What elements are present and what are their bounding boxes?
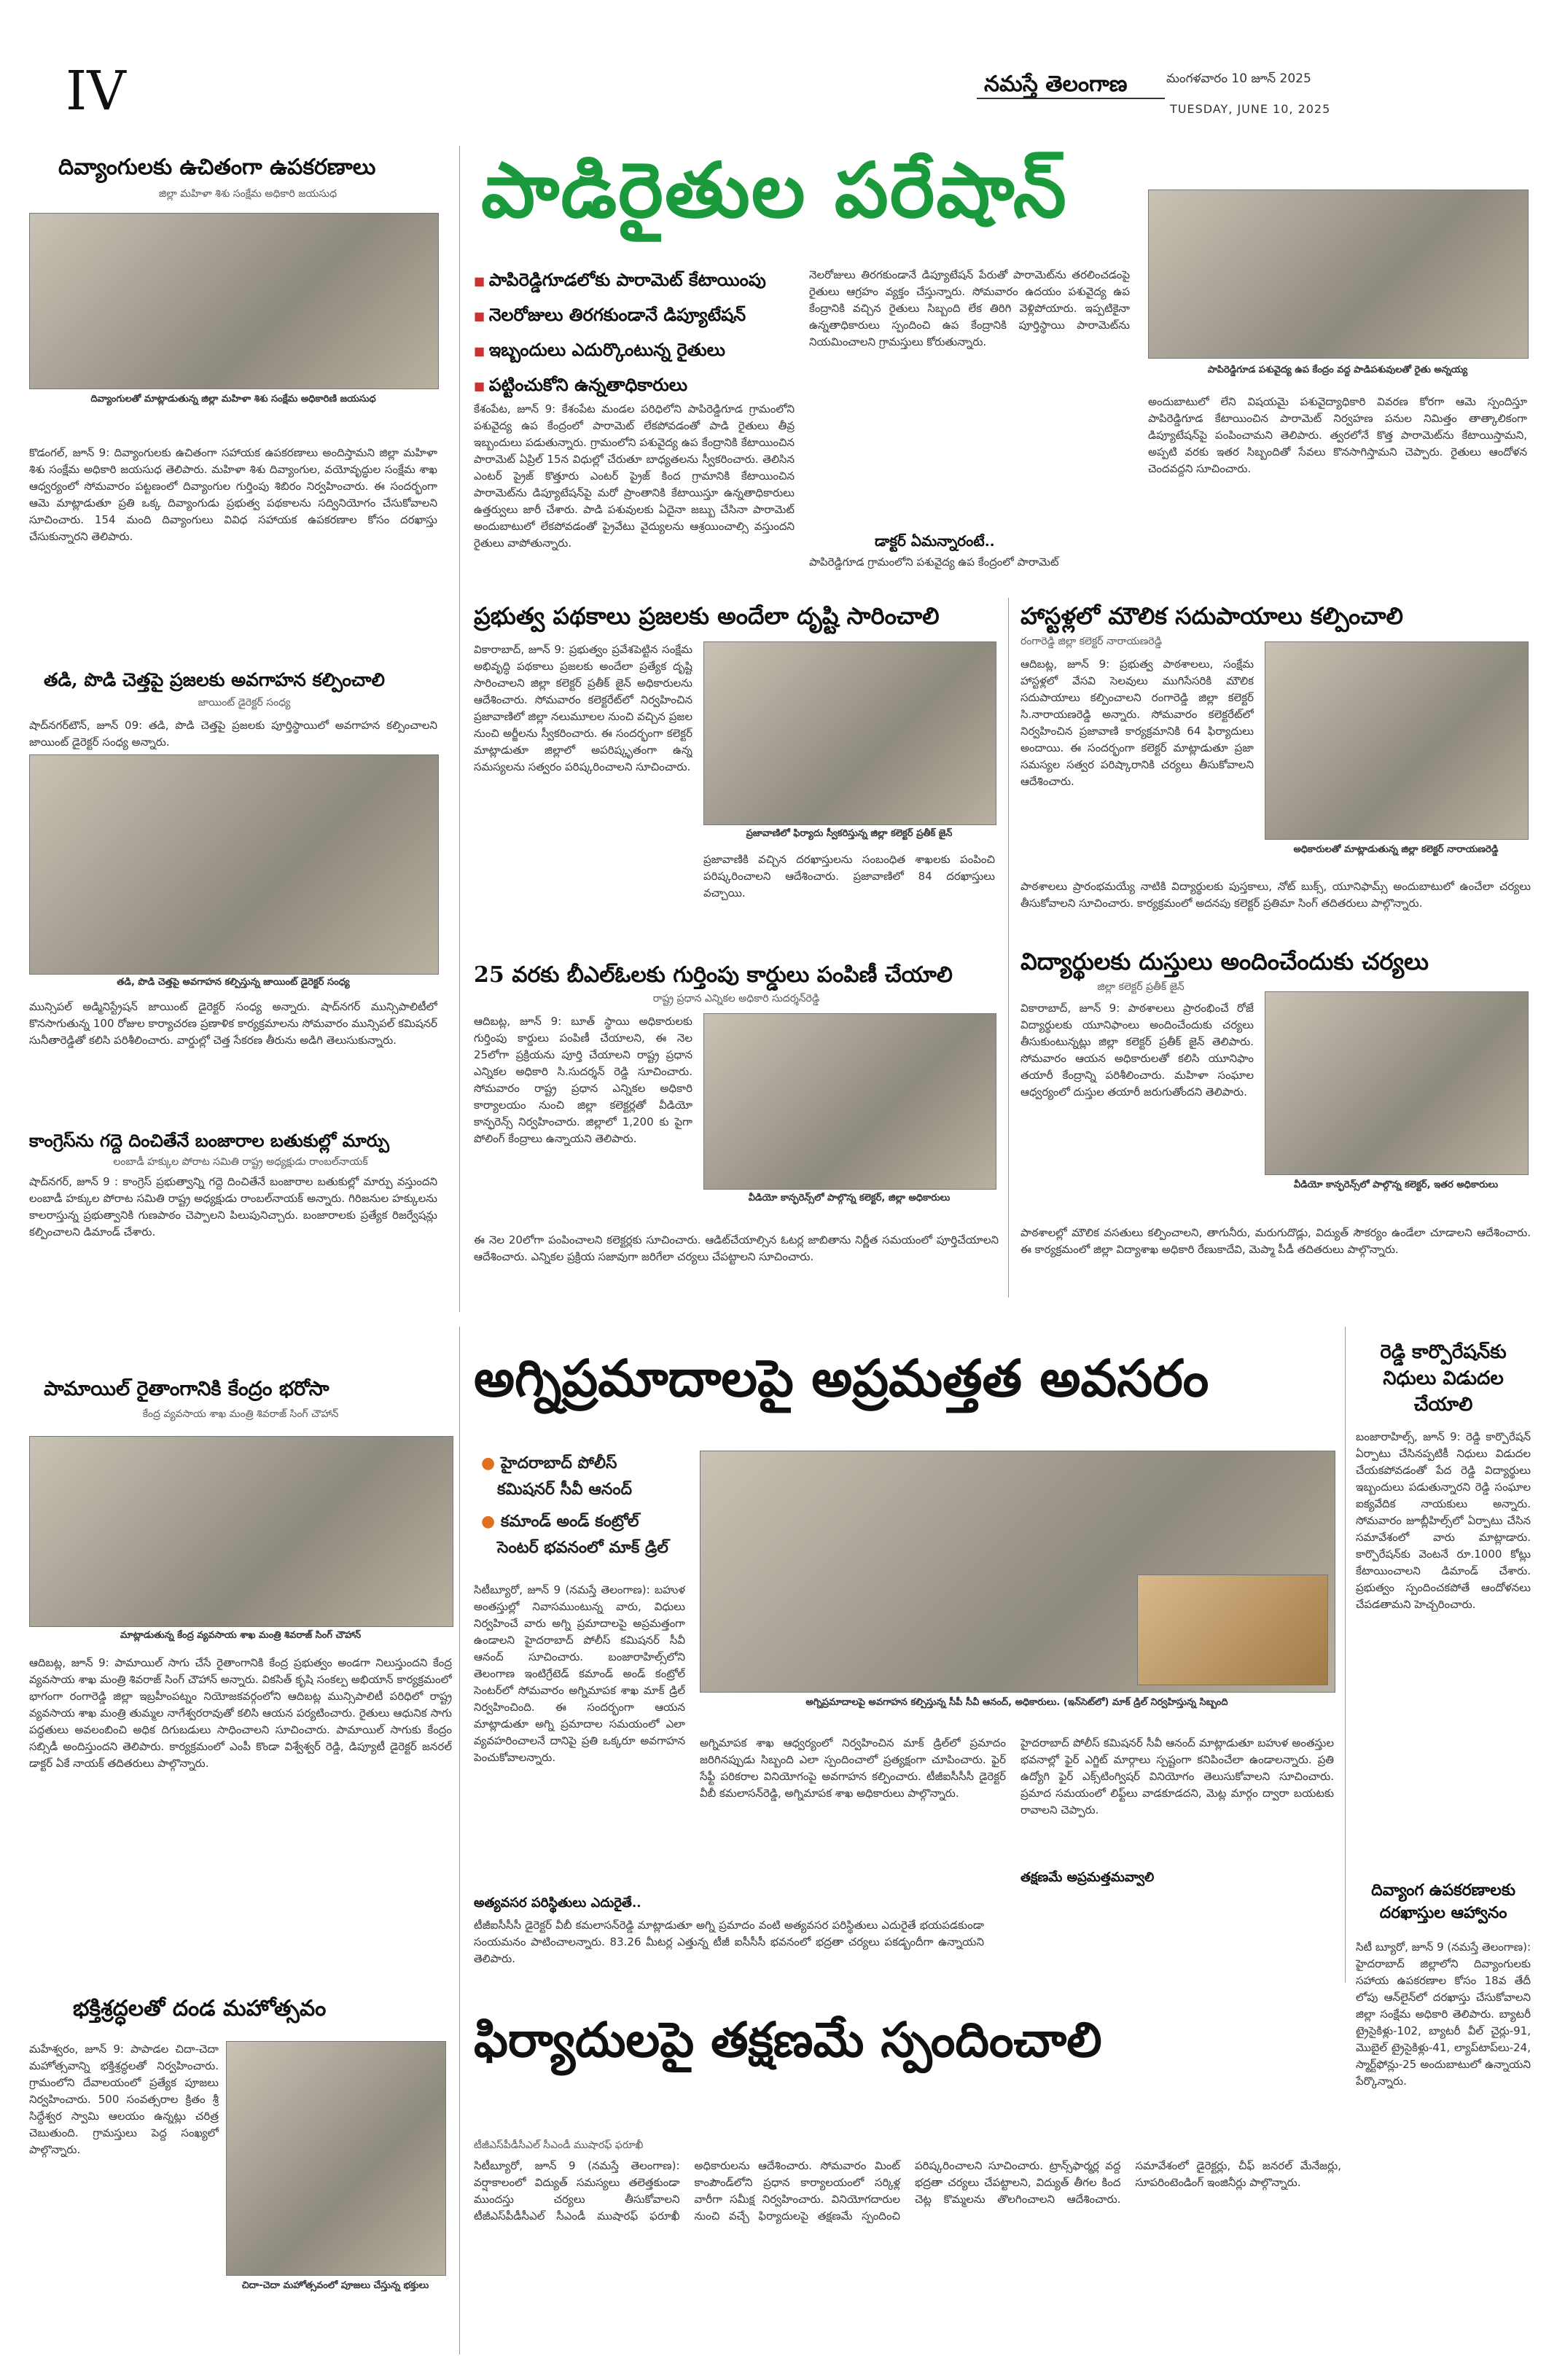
brand-logo: నమస్తే తెలంగాణ [984,71,1128,97]
lead-body-3: పాపిరెడ్డిగూడ గ్రామంలోని పశువైద్య ఉప కేంద్రంలో పారామెట్ [809,555,1059,569]
fire-quote-1: ● హైదరాబాద్ పోలీస్ కమిషనర్ సీవీ ఆనంద్ [481,1451,700,1503]
fire-quote-1a: హైదరాబాద్ పోలీస్ [500,1454,617,1472]
fire-subhead-2: తక్షణమే అప్రమత్తమవ్వాలి [1021,1870,1155,1885]
left-story5-caption: చిదా-చెదా మహోత్సవంలో పూజలు చేస్తున్న భక్తులు [241,2280,429,2291]
page-number: IV [66,60,126,122]
lead-photo-caption: పాపిరెడ్డిగూడ పశువైద్య ఉప కేంద్రం వద్ద పాడిపశువులతో రైతు అన్నయ్య [1207,364,1468,375]
masthead-rule [977,98,1165,99]
fire-quote-2: ● కమాండ్ అండ్ కంట్రోల్ సెంటర్ భవనంలో మాక్ డ్రిల్ [481,1509,700,1561]
reddy-headline: రెడ్డి కార్పొరేషన్‌కు నిధులు విడుదల చేయాలి [1380,1341,1507,1416]
left-story4-headline: పామాయిల్ రైతాంగానికి కేంద్రం భరోసా [44,1378,329,1400]
blo-body: ఆదిబట్ల, జూన్ 9: బూత్ స్థాయి అధికారులకు గుర్తింపు కార్డులు పంపిణీ చేయాలని, ఈ నెల 25లోగా ప్రక్రియను పూర్తి చేయాలని రాష్ట్ర ప్రధాన ఎన్నికల అధికారి సి.సుదర్శన్ రెడ్డి సూచించారు. సోమవారం రాష్ట్ర ప్రధాన ఎన్నికల అధికారి కార్యాలయం నుంచి జిల్లా కలెక్టర్లతో వీడియో కాన్ఫరెన్స్ నిర్వహించారు. జిల్లాలో 1,200 కు పైగా పోలింగ్ కేంద్రాలు ఉన్నాయని తెలిపారు. [474,1015,692,1145]
uniforms-photo [1265,991,1529,1175]
uniforms-subhead: జిల్లా కలెక్టర్ ప్రతీక్ జైన్ [1097,981,1185,993]
schemes-body: వికారాబాద్, జూన్ 9: ప్రభుత్వం ప్రవేశపెట్టిన సంక్షేమ అభివృద్ధి పథకాలు ప్రజలకు అందేలా ప్రత్యేక దృష్టి సారించాలని జిల్లా కలెక్టర్ ప్రతీక్ జైన్ అధికారులను ఆదేశించారు. సోమవారం కలెక్టరేట్‌లో నిర్వహించిన ప్రజావాణిలో జిల్లా నలుమూలల నుంచి వచ్చిన ప్రజల నుంచి అర్జీలను స్వీకరించారు. ఈ సందర్భంగా కలెక్టర్ మాట్లాడుతూ జిల్లాలో అపరిష్కృతంగా ఉన్న సమస్యలను సత్వరం పరిష్కరించాలని సూచించారు. [474,643,692,773]
fire-headline: అగ్నిప్రమాదాలపై అప్రమత్తత అవసరం [474,1349,1209,1408]
fire-body: సిటీబ్యూరో, జూన్ 9 (నమస్తే తెలంగాణ): బహుళ అంతస్తుల్లో నివాసముంటున్న వారు, విధులు నిర్వహించే వారు అగ్ని ప్రమాదాలపై అప్రమత్తంగా ఉండాలని హైదరాబాద్ పోలీస్ కమిషనర్ సీవీ ఆనంద్ సూచించారు. బంజారాహిల్స్‌లోని తెలంగాణ ఇంటిగ్రేటెడ్ కమాండ్ అండ్ కంట్రోల్ సెంటర్‌లో సోమవారం అగ్నిమాపక శాఖ మాక్ డ్రిల్ నిర్వహించింది. ఈ సందర్భంగా ఆయన మాట్లాడుతూ అగ్ని ప్రమాదాల సమయంలో ఎలా వ్యవహరించాలనే దానిపై ప్రతి ఒక్కరూ అవగాహన పెంచుకోవాలన్నారు. [474,1583,685,1764]
left-story3-body: షాద్‌నగర్, జూన్ 9 : కాంగ్రెస్ ప్రభుత్వాన్ని గద్దె దించితేనే బంజారాల బతుకుల్లో మార్పు వస్తుందని లంబాడీ హక్కుల పోరాట సమితి రాష్ట్ర అధ్యక్షుడు రాంబల్‌నాయక్ అన్నారు. గిరిజనుల హక్కులను కాలరాస్తున్న ప్రభుత్వానికి గుణపాఠం చెప్పాలని పిలుపునిచ్చారు. బంజారాలకు ప్రత్యేక రిజర్వేషన్లు కల్పించాలని డిమాండ్ చేశారు. [29,1175,437,1238]
hostels-headline: హాస్టళ్లలో మౌలిక సదుపాయాలు కల్పించాలి [1021,602,1403,630]
column-rule [459,146,460,1312]
fire-subhead: అత్యవసర పరిస్థితులు ఎదురైతే.. [474,1895,641,1911]
hostels-body: ఆదిబట్ల, జూన్ 9: ప్రభుత్వ పాఠశాలలు, సంక్షేమ హాస్టళ్లలో వేసవి సెలవులు ముగిసేసరికి మౌలిక సదుపాయాలు కల్పించాలని రంగారెడ్డి జిల్లా కలెక్టర్ సి.నారాయణరెడ్డి అన్నారు. సోమవారం కలెక్టరేట్‌లో నిర్వహించిన ప్రజావాణి కార్యక్రమానికి 64 ఫిర్యాదులు అందాయి. ఈ సందర్భంగా కలెక్టర్ మాట్లాడుతూ ప్రజా సమస్యల సత్వర పరిష్కారానికి చర్యలు తీసుకోవాలని ఆదేశించారు. [1021,658,1254,788]
left-story1-headline: దివ్యాంగులకు ఉచితంగా ఉపకరణాలు [58,155,376,180]
hostels-subhead: రంగారెడ్డి జిల్లా కలెక్టర్ నారాయణరెడ్డి [1021,636,1162,647]
lead-body-2: నెలరోజులు తిరగకుండానే డిప్యూటేషన్ పేరుతో పారామెట్‌ను తరలించడంపై రైతులు ఆగ్రహం వ్యక్తం చేస్తున్నారు. సోమవారం ఉదయం పశువైద్య ఉప కేంద్రానికి వచ్చిన రైతులు సిబ్బంది లేక తిరిగి వెళ్లిపోయారు. ఇప్పటికైనా ఉన్నతాధికారులు స్పందించి ఉప కేంద్రానికి పూర్తిస్థాయి పారామెట్‌ను నియమించాలని గ్రామస్తులు కోరుతున్నారు. [809,268,1130,348]
fire-quote-2a: కమాండ్ అండ్ కంట్రోల్ [500,1513,639,1531]
left-story3-headline: కాంగ్రెస్‌ను గద్దె దించితేనే బంజారాల బతుకుల్లో మార్పు [29,1130,390,1151]
fire-quote-1b: కమిషనర్ సీవీ ఆనంద్ [497,1480,633,1499]
blo-body-2: ఈ నెల 20లోగా పంపించాలని కలెక్టర్లకు సూచించారు. ఆడిట్‌చేయాల్సిన ఓటర్ల జాబితాను నిర్ణీత సమయంలో పూర్తిచేయాలని ఆదేశించారు. ఎన్నికల ప్రక్రియ సజావుగా జరిగేలా చర్యలు చేపట్టాలని సూచించారు. [474,1233,999,1263]
lead-bullets [474,270,802,399]
left-story2-body: షాద్‌నగర్‌టౌన్, జూన్ 09: తడి, పొడి చెత్తపై ప్రజలకు పూర్తిస్థాయిలో అవగాహన కల్పించాలని జాయింట్ డైరెక్టర్ సంధ్య అన్నారు. [29,719,437,749]
schemes-caption: ప్రజావాణిలో ఫిర్యాదు స్వీకరిస్తున్న జిల్లా కలెక్టర్ ప్రతీక్ జైన్ [746,828,953,839]
blo-subhead: రాష్ట్ర ప్రధాన ఎన్నికల అధికారి సుదర్శన్‌రెడ్డి [652,993,820,1004]
left-story2-body-2: మున్సిపల్ అడ్మినిస్ట్రేషన్ జాయింట్ డైరెక్టర్ సంధ్య అన్నారు. షాద్‌నగర్ మున్సిపాలిటీలో కొనసాగుతున్న 100 రోజుల కార్యాచరణ ప్రణాళిక కార్యక్రమాలను సోమవారం మున్సిపల్ కమిషనర్ సునీతారెడ్డితో కలిసి పరిశీలించారు. వార్డుల్లో చెత్త సేకరణ తీరును అడిగి తెలుసుకున్నారు. [29,1000,437,1047]
complaints-subhead: టీజీఎస్‌పీడీసీఎల్ సీఎండీ ముషారఫ్ ఫరూఖీ [474,2139,644,2151]
schemes-body-2: ప్రజావాణికి వచ్చిన దరఖాస్తులను సంబంధిత శాఖలకు పంపించి పరిష్కరించాలని ఆదేశించారు. ప్రజావాణిలో 84 దరఖాస్తులు వచ్చాయి. [703,853,995,900]
date-telugu: మంగళవారం 10 జూన్ 2025 [1166,71,1311,86]
left-story5-photo [226,2041,446,2276]
hostels-body-2: పాఠశాలలు ప్రారంభమయ్యే నాటికి విద్యార్థులకు పుస్తకాలు, నోట్ బుక్స్, యూనిఫామ్స్ అందుబాటులో ఉంచేలా చర్యలు తీసుకోవాలని సూచించారు. కార్యక్రమంలో అదనపు కలెక్టర్ ప్రతిమా సింగ్ తదితరులు పాల్గొన్నారు. [1021,880,1531,910]
lead-bullet: ■ పట్టించుకోని ఉన్నతాధికారులు [474,375,802,399]
lead-body-1: కేశంపేట, జూన్ 9: కేశంపేట మండల పరిధిలోని పాపిరెడ్డిగూడ గ్రామంలోని పశువైద్య ఉప కేంద్రంలో పారామెట్ లేకపోవడంతో పాడి రైతులు తీవ్ర ఇబ్బందులు పడుతున్నారు. గ్రామంలోని పశువైద్య ఉప కేంద్రానికి కేటాయించిన పారామెట్ ఏప్రిల్ 15న విధుల్లో చేరుతూ బాధ్యతలను స్వీకరించారు. తెలిసిన ఎంటర్ ప్రైజ్ కొత్తూరు ఎంటర్ ప్రైజ్ కింద గ్రామానికి కేటాయించిన పారామెట్‌ను డిప్యూటేషన్‌పై మరో ప్రాంతానికి కేటాయిస్తూ ఉన్నతాధికారులు ఉత్తర్వులు జారీ చేశారు. పాడి పశువులకు ఏదైనా జబ్బు చేసినా పారామెట్ అందుబాటులో లేకపోవడంతో ప్రైవేటు వైద్యులను ఆశ్రయించాల్సి వస్తుందని రైతులు వాపోతున్నారు. [474,402,795,550]
uniforms-body-2: పాఠశాలల్లో మౌలిక వసతులు కల్పించాలని, తాగునీరు, మరుగుదొడ్లు, విద్యుత్ సౌకర్యం ఉండేలా చూడాలని ఆదేశించారు. ఈ కార్యక్రమంలో జిల్లా విద్యాశాఖ అధికారి రేణుకాదేవి, మెప్మా పీడీ తదితరులు పాల్గొన్నారు. [1021,1226,1531,1256]
uniforms-caption: వీడియో కాన్ఫరెన్స్‌లో పాల్గొన్న కలెక్టర్, ఇతర అధికారులు [1293,1179,1499,1190]
left-story1-caption: దివ్యాంగులతో మాట్లాడుతున్న జిల్లా మహిళా శిశు సంక్షేమ అధికారిణి జయసుధ [90,394,376,405]
schemes-photo [703,641,996,825]
uniforms-headline: విద్యార్థులకు దుస్తులు అందించేందుకు చర్యలు [1021,948,1429,975]
left-story2-headline: తడి, పొడి చెత్తపై ప్రజలకు అవగాహన కల్పించాలి [44,669,385,690]
left-story2-photo [29,754,439,975]
left-story4-subhead: కేంద్ర వ్యవసాయ శాఖ మంత్రి శివరాజ్ సింగ్ చౌహాన్ [142,1408,339,1420]
lead-doctor-byline: డాక్టర్ ఏమన్నారంటే.. [875,532,995,550]
left-story2-caption: తడి, పొడి చెత్తపై అవగాహన కల్పిస్తున్న జాయింట్ డైరెక్టర్ సంధ్య [117,977,350,988]
left-story4-photo [29,1436,453,1627]
left-story4-caption: మాట్లాడుతున్న కేంద్ర వ్యవసాయ శాఖ మంత్రి శివరాజ్ సింగ్ చౌహాన్ [120,1630,362,1641]
fire-quote-2b: సెంటర్ భవనంలో మాక్ డ్రిల్ [497,1539,668,1557]
fire-body-4: హైదరాబాద్ పోలీస్ కమిషనర్ సీవీ ఆనంద్ మాట్లాడుతూ బహుళ అంతస్తుల భవనాల్లో ఫైర్ ఎగ్జిట్ మార్గాలు స్పష్టంగా కనిపించేలా ఉండాలన్నారు. ప్రతి ఉద్యోగి ఫైర్ ఎక్స్‌టింగ్విషర్ వినియోగం తెలుసుకోవాలని సూచించారు. ప్రమాద సమయంలో లిఫ్ట్‌లు వాడకూడదని, మెట్ల మార్గం ద్వారా బయటకు రావాలని చెప్పారు. [1021,1736,1334,1817]
left-story5-body: మహేశ్వరం, జూన్ 9: పాపాడల చిదా-చెదా మహోత్సవాన్ని భక్తిశ్రద్ధలతో నిర్వహించారు. గ్రామంలోని దేవాలయంలో ప్రత్యేక పూజలు నిర్వహించారు. 500 సంవత్సరాల క్రితం శ్రీ సిద్ధేశ్వర స్వామి ఆలయం ఉన్నట్లు చరిత్ర చెబుతుంది. గ్రామస్తులు పెద్ద సంఖ్యలో పాల్గొన్నారు. [29,2042,219,2156]
disabled-body: సిటీ బ్యూరో, జూన్ 9 (నమస్తే తెలంగాణ): హైదరాబాద్ జిల్లాలోని దివ్యాంగులకు సహాయ ఉపకరణాల కోసం 18వ తేదీ లోపు ఆన్‌లైన్‌లో దరఖాస్తు చేసుకోవాలని జిల్లా సంక్షేమ అధికారి తెలిపారు. బ్యాటరీ ట్రైసైకిళ్లు-102, బ్యాటరీ వీల్ చైర్లు-91, మొబైల్ ట్రైసైకిళ్లు-41, ల్యాప్‌టాప్‌లు-24, స్మార్ట్‌ఫోన్లు-25 అందుబాటులో ఉన్నాయని పేర్కొన్నారు. [1356,1940,1531,2088]
complaints-headline: ఫిర్యాదులపై తక్షణమే స్పందించాలి [474,2012,1102,2068]
lead-headline: పాడిరైతుల పరేషాన్ [481,146,1068,235]
blo-caption: వీడియో కాన్ఫరెన్స్‌లో పాల్గొన్న కలెక్టర్, జిల్లా అధికారులు [748,1193,951,1203]
disabled-headline: దివ్యాంగ ఉపకరణాలకు దరఖాస్తుల ఆహ్వానం [1371,1881,1515,1922]
lead-photo [1148,190,1529,359]
column-rule [1345,1327,1346,1983]
blo-headline: 25 వరకు బీఎల్‌ఓలకు గుర్తింపు కార్డులు పంపిణీ చేయాలి [474,962,953,988]
schemes-headline: ప్రభుత్వ పథకాలు ప్రజలకు అందేలా దృష్టి సారించాలి [474,602,940,630]
date-english: TUESDAY, JUNE 10, 2025 [1170,102,1331,116]
lead-body-4: అందుబాటులో లేని విషయమై పశువైద్యాధికారి వివరణ కోరగా ఆమె స్పందిస్తూ పాపిరెడ్డిగూడ కేటాయించిన పారామెట్ నిర్వహణ పనుల నిమిత్తం తాత్కాలికంగా డిప్యూటేషన్‌పై పంపించామని తెలిపారు. త్వరలోనే కొత్త పారామెట్‌ను కేటాయిస్తామని, అప్పటి వరకు ఇతర సిబ్బందితో సేవలు కొనసాగిస్తామని చెప్పారు. రైతులు ఆందోళన చెందవద్దని సూచించారు. [1148,395,1527,475]
hostels-photo [1265,641,1529,840]
hostels-caption: అధికారులతో మాట్లాడుతున్న జిల్లా కలెక్టర్ నారాయణరెడ్డి [1293,844,1499,855]
left-story1-body: కొడంగల్, జూన్ 9: దివ్యాంగులకు ఉచితంగా సహాయక ఉపకరణాలు అందిస్తామని జిల్లా మహిళా శిశు సంక్షేమ అధికారి జయసుధ తెలిపారు. మహిళా శిశు దివ్యాంగుల, వయోవృద్ధుల సంక్షేమ శాఖ ఆధ్వర్యంలో సోమవారం పట్టణంలో దివ్యాంగుల గుర్తింపు శిబిరం నిర్వహించారు. ఈ సందర్భంగా ఆమె మాట్లాడుతూ ప్రతి ఒక్క దివ్యాంగుడు ప్రభుత్వ పథకాలను సద్వినియోగం చేసుకోవాలని సూచించారు. 154 మంది దివ్యాంగులు వివిధ సహాయక ఉపకరణాల కోసం దరఖాస్తు చేసుకున్నారని తెలిపారు. [29,446,437,543]
lead-bullet: ■ నెలరోజులు తిరగకుండానే డిప్యూటేషన్ [474,305,802,329]
column-rule [459,1327,460,2354]
left-story5-headline: భక్తిశ్రద్ధలతో దండ మహోత్సవం [73,1996,327,2021]
uniforms-body: వికారాబాద్, జూన్ 9: పాఠశాలలు ప్రారంభించే రోజే విద్యార్థులకు యూనిఫాంలు అందించేందుకు చర్యలు తీసుకుంటున్నట్లు జిల్లా కలెక్టర్ ప్రతీక్ జైన్ తెలిపారు. సోమవారం ఆయన అధికారులతో కలిసి యూనిఫాం తయారీ కేంద్రాన్ని పరిశీలించారు. మహిళా సంఘాల ఆధ్వర్యంలో దుస్తుల తయారీ జరుగుతోందని తెలిపారు. [1021,1002,1254,1099]
complaints-body: సిటీబ్యూరో, జూన్ 9 (నమస్తే తెలంగాణ): వర్షాకాలంలో విద్యుత్ సమస్యలు తలెత్తకుండా ముందస్తు చర్యలు తీసుకోవాలని టీజీఎస్‌పీడీసీఎల్ సీఎండీ ముషారఫ్ ఫరూఖీ అధికారులను ఆదేశించారు. సోమవారం మింట్ కాంపౌండ్‌లోని ప్రధాన కార్యాలయంలో సర్కిళ్ల వారీగా సమీక్ష నిర్వహించారు. వినియోగదారుల నుంచి వచ్చే ఫిర్యాదులపై తక్షణమే స్పందించి పరిష్కరించాలని సూచించారు. ట్రాన్స్‌ఫార్మర్ల వద్ద భద్రతా చర్యలు చేపట్టాలని, విద్యుత్ తీగల కింద చెట్ల కొమ్మలను తొలగించాలని ఆదేశించారు. సమావేశంలో డైరెక్టర్లు, చీఫ్ జనరల్ మేనేజర్లు, సూపరింటెండింగ్ ఇంజినీర్లు పాల్గొన్నారు. [474,2159,1341,2223]
fire-body-3: టీజీఐసీసీసీ డైరెక్టర్ వీబీ కమలాసన్‌రెడ్డి మాట్లాడుతూ అగ్ని ప్రమాదం వంటి అత్యవసర పరిస్థితులు ఎదురైతే భయపడకుండా సంయమనం పాటించాలన్నారు. 83.26 మీటర్ల ఎత్తున్న టీజీ ఐసీసీసీ భవనంలో భద్రతా చర్యలు పకడ్బందీగా ఉన్నాయని తెలిపారు. [474,1919,984,1965]
reddy-body: బంజారాహిల్స్, జూన్ 9: రెడ్డి కార్పొరేషన్ ఏర్పాటు చేసినప్పటికీ నిధులు విడుదల చేయకపోవడంతో పేద రెడ్డి విద్యార్థులు ఇబ్బందులు పడుతున్నారని రెడ్డి సంఘాల ఐక్యవేదిక నాయకులు అన్నారు. సోమవారం జూబ్లీహిల్స్‌లో ఏర్పాటు చేసిన సమావేశంలో వారు మాట్లాడారు. కార్పొరేషన్‌కు వెంటనే రూ.1000 కోట్లు కేటాయించాలని డిమాండ్ చేశారు. ప్రభుత్వం స్పందించకపోతే ఆందోళనలు చేపడతామని హెచ్చరించారు. [1356,1430,1531,1611]
fire-photo-inset [1137,1575,1328,1685]
lead-bullet: ■ పాపిరెడ్డిగూడలోకు పారామెట్ కేటాయింపు [474,270,802,294]
lead-bullet: ■ ఇబ్బందులు ఎదుర్కొంటున్న రైతులు [474,340,802,364]
column-rule [1008,598,1009,1298]
left-story3-subhead: లంబాడీ హక్కుల పోరాట సమితి రాష్ట్ర అధ్యక్షుడు రాంబల్‌నాయక్ [113,1156,368,1168]
left-story1-photo [29,213,439,389]
fire-caption: అగ్నిప్రమాదాలపై అవగాహన కల్పిస్తున్న సీపీ సీవీ ఆనంద్, అధికారులు. (ఇన్‌సెట్‌లో) మాక్ డ్రిల్ నిర్వహిస్తున్న సిబ్బంది [805,1697,1228,1708]
left-story4-body: ఆదిబట్ల, జూన్ 9: పామాయిల్ సాగు చేసే రైతాంగానికి కేంద్ర ప్రభుత్వం అండగా నిలుస్తుందని కేంద్ర వ్యవసాయ శాఖ మంత్రి శివరాజ్ సింగ్ చౌహాన్ అన్నారు. వికసిత్ కృషి సంకల్ప అభియాన్ కార్యక్రమంలో భాగంగా రంగారెడ్డి జిల్లా ఇబ్రహీంపట్నం నియోజకవర్గంలోని ఆదిబట్ల మున్సిపాలిటీ పరిధిలో రాష్ట్ర వ్యవసాయ శాఖ మంత్రి తుమ్మల నాగేశ్వరరావుతో కలిసి ఆయన పర్యటించారు. రైతులు ఆధునిక సాగు పద్ధతులు అవలంబించి అధిక దిగుబడులు సాధించాలని సూచించారు. పామాయిల్ సాగుకు కేంద్రం సబ్సిడీ అందిస్తుందని తెలిపారు. కార్యక్రమంలో ఎంపీ కొండా విశ్వేశ్వర్ రెడ్డి, డిప్యూటీ డైరెక్టర్ జనరల్ డాక్టర్ ఏకే నాయక్ తదితరులు పాల్గొన్నారు. [29,1656,452,1770]
left-story1-subhead: జిల్లా మహిళా శిశు సంక్షేమ అధికారి జయసుధ [158,188,337,200]
blo-photo [703,1013,996,1190]
left-story2-subhead: జాయింట్ డైరెక్టర్ సంధ్య [198,697,291,709]
fire-body-2: అగ్నిమాపక శాఖ ఆధ్వర్యంలో నిర్వహించిన మాక్ డ్రిల్‌లో ప్రమాదం జరిగినప్పుడు సిబ్బంది ఎలా స్పందించాలో ప్రత్యక్షంగా చూపించారు. ఫైర్ సేఫ్టీ పరికరాల వినియోగంపై అవగాహన కల్పించారు. టీజీఐసీసీసీ డైరెక్టర్ వీబీ కమలాసన్‌రెడ్డి, అగ్నిమాపక శాఖ అధికారులు పాల్గొన్నారు. [700,1736,1006,1800]
